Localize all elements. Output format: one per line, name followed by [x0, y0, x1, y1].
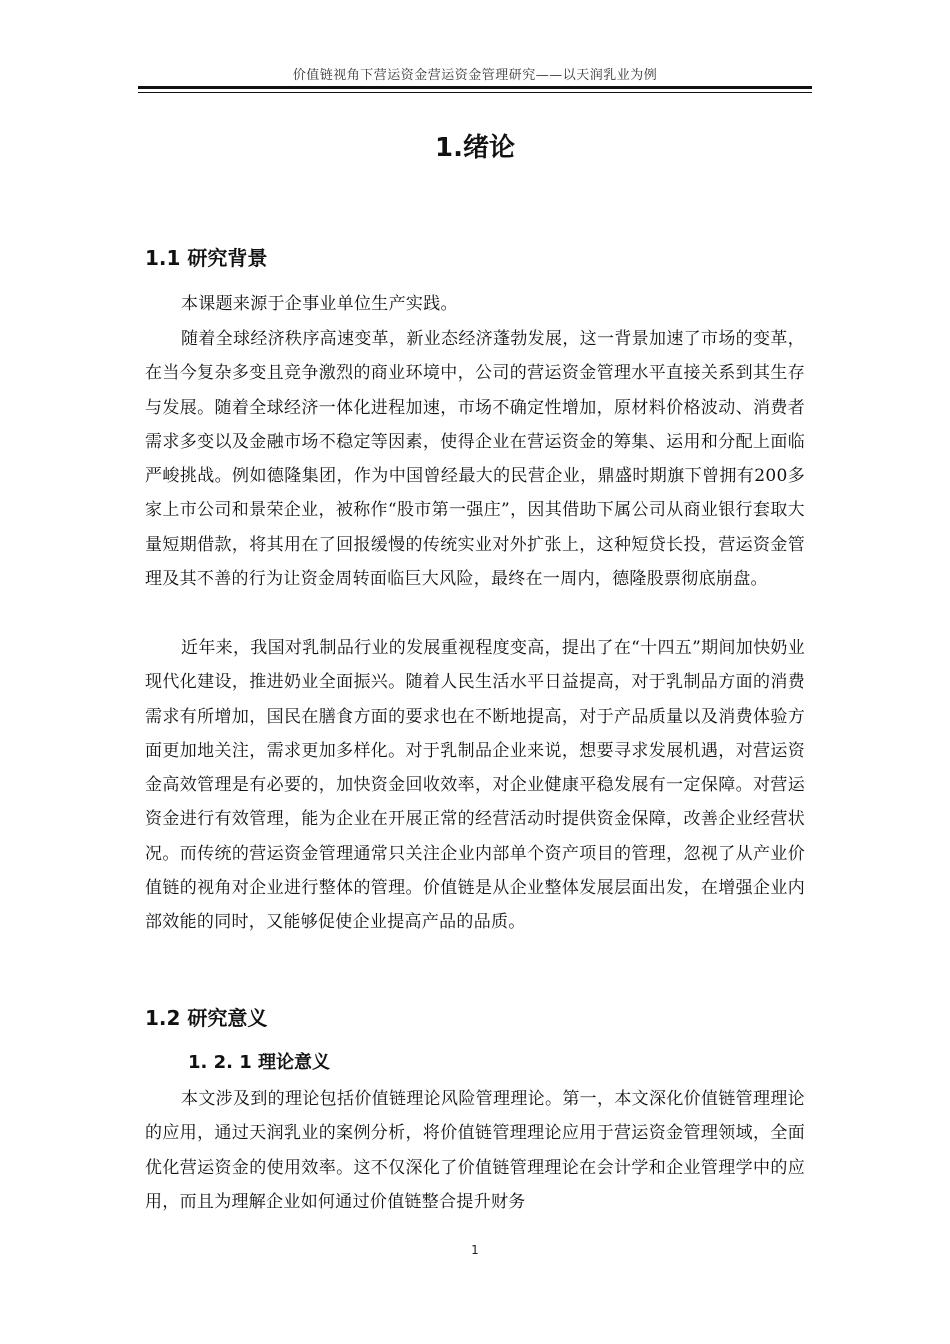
paragraph-source: 本课题来源于企事业单位生产实践。: [181, 294, 458, 314]
header-rule-thin: [138, 92, 812, 93]
paragraph-theory: 本文涉及到的理论包括价值链理论风险管理理论。第一，本文深化价值链管理理论的应用，通过天润乳业的案例分析，将价值链管理理论应用于营运资金管理领域，全面优化营运资金的使用效率。这不仅深化了价值链管理理论在会计学和企业管理学中的应用，而且为理解企业如何通过价值链整合提升财务: [145, 1089, 805, 1212]
paragraph-dairy-industry: 近年来，我国对乳制品行业的发展重视程度变高，提出了在“十四五”期间加快奶业现代化建设，推进奶业全面振兴。随着人民生活水平日益提高，对于乳制品方面的消费需求有所增加，国民在膳食方面的要求也在不断地提高，对于产品质量以及消费体验方面更加地关注，需求更加多样化。对于乳制品企业来说，想要寻求发展机遇，对营运资金高效管理是有必要的，加快资金回收效率，对企业健康平稳发展有一定保障。对营运资金进行有效管理，能为企业在开展正常的经营活动时提供资金保障，改善企业经营状况。而传统的营运资金管理通常只关注企业内部单个资产项目的管理，忽视了从产业价值链的视角对企业进行整体的管理。价值链是从企业整体发展层面出发，在增强企业内部效能的同时，又能够促使企业提高产品的品质。: [145, 638, 805, 933]
section-heading-1-1: 1.1 研究背景: [145, 246, 268, 270]
running-header: 价值链视角下营运资金营运资金管理研究——以天润乳业为例: [292, 68, 658, 83]
section-heading-1-2: 1.2 研究意义: [145, 1006, 268, 1030]
chapter-title: 1.绪论: [435, 133, 515, 163]
paragraph-background: 随着全球经济秩序高速变革，新业态经济蓬勃发展，这一背景加速了市场的变革，在当今复杂多变且竞争激烈的商业环境中，公司的营运资金管理水平直接关系到其生存与发展。随着全球经济一体化进程加速，市场不确定性增加，原材料价格波动、消费者需求多变以及金融市场不稳定等因素，使得企业在营运资金的筹集、运用和分配上面临严峻挑战。例如德隆集团，作为中国曾经最大的民营企业，鼎盛时期旗下曾拥有200多家上市公司和景荣企业，被称作“股市第一强庄”，因其借助下属公司从商业银行套取大量短期借款，将其用在了回报缓慢的传统实业对外扩张上，这种短贷长投，营运资金管理及其不善的行为让资金周转面临巨大风险，最终在一周内，德隆股票彻底崩盘。: [145, 329, 805, 590]
header-rule-thick: [138, 86, 812, 89]
subsection-heading-1-2-1: 1. 2. 1 理论意义: [188, 1052, 331, 1073]
page-number: 1: [471, 1243, 479, 1257]
